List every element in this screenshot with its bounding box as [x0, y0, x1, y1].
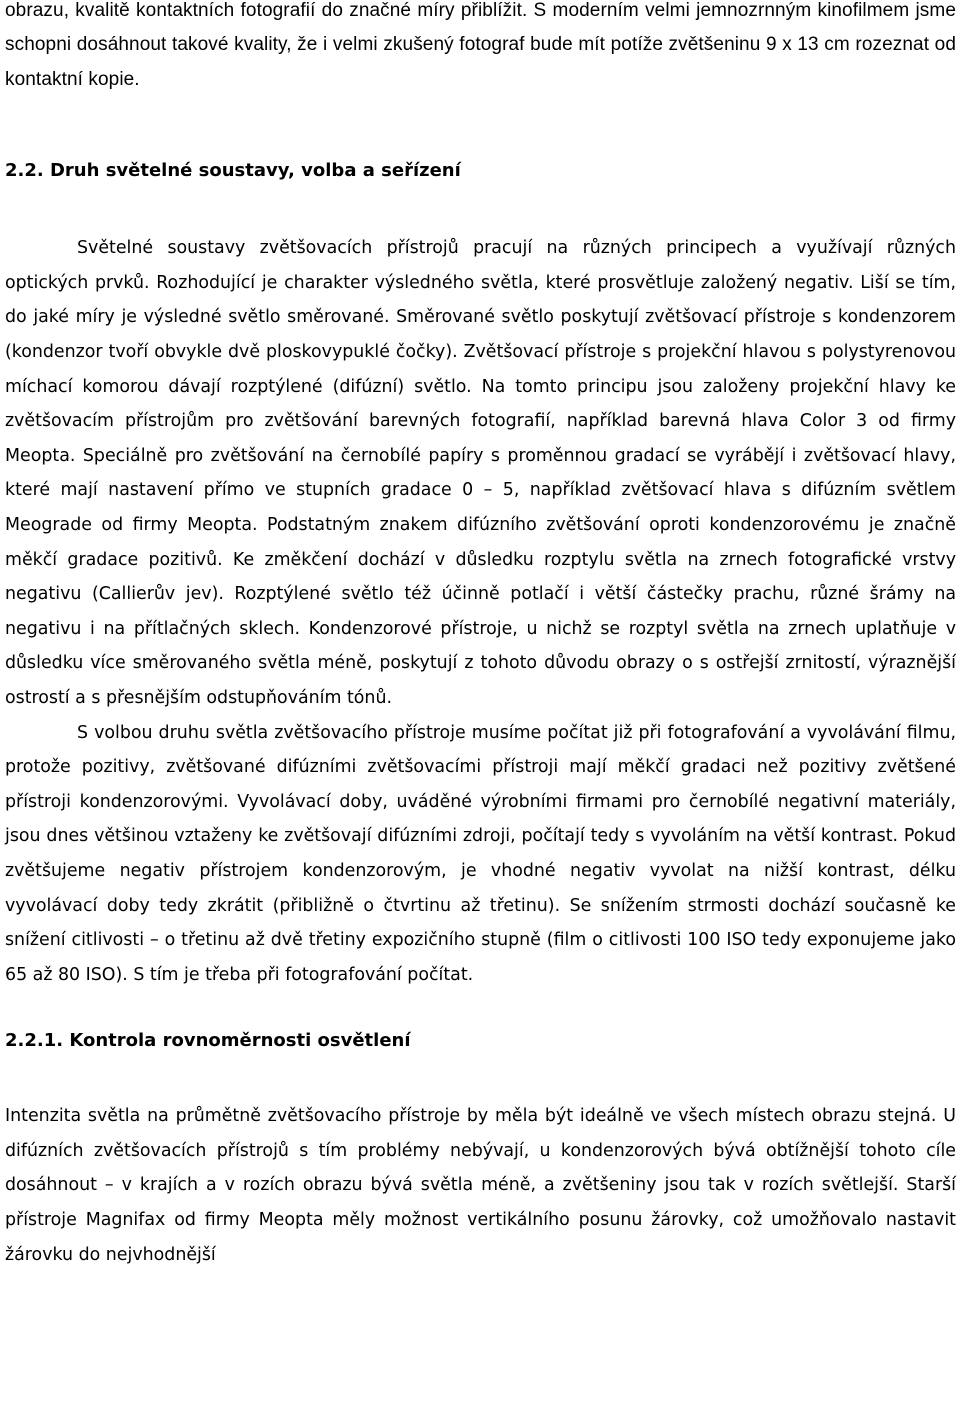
document-page — [5, 0, 956, 1272]
section-2-2-paragraph-1: Světelné soustavy zvětšovacích přístrojů pracují na různých principech a využívají různých optických prvků. Rozhodující je charakter výsledného světla, které prosvětluje založený negativ. Liší se tím, do jaké míry je výsledné světlo směrované. Směrované světlo poskytují zvětšovací přístroje s kondenzorem (kondenzor tvoří obvykle dvě ploskovypuklé čočky). Zvětšovací přístroje s projekční hlavou s polystyrenovou míchací komorou dávají rozptýlené (difúzní) světlo. Na tomto principu jsou založeny projekční hlavy ke zvětšovacím přístrojům pro zvětšování barevných fotografií, například barevná hlava Color 3 od firmy Meopta. Speciálně pro zvětšování na černobílé papíry s proměnnou gradací se vyrábějí i zvětšovací hlavy, které mají nastavení přímo ve stupních gradace 0 – 5, například zvětšovací hlava s difúzním světlem Meograde od firmy Meopta. Podstatným znakem difúzního zvětšování oproti kondenzorovému je značně měkčí gradace pozitivů. Ke změkčení dochází v důsledku rozptylu světla na zrnech fotografické vrstvy negativu (Callierův jev). Rozptýlené světlo též účinně potlačí i větší částečky prachu, různé šrámy na negativu i na přítlačných sklech. Kondenzorové přístroje, u nichž se rozptyl světla na zrnech uplatňuje v důsledku více směrovaného světla méně, poskytují z tohoto důvodu obrazy o s ostřejší zrnitostí, výraznější ostrostí a s přesnějším odstupňováním tónů. — [5, 238, 956, 708]
intro-paragraph: obrazu, kvalitě kontaktních fotografií do značné míry přiblížit. S moderním velmi jemnozrnným kinofilmem jsme schopni dosáhnout takové kvality, že i velmi zkušený fotograf bude mít potíže zvětšeninu 9 x 13 cm rozeznat od kontaktní kopie. — [5, 0, 956, 90]
section-2-2-paragraph-2: S volbou druhu světla zvětšovacího přístroje musíme počítat již při fotografování a vyvolávání filmu, protože pozitivy, zvětšované difúzními zvětšovacími přístroji mají měkčí gradaci než pozitivy zvětšené přístroji kondenzorovými. Vyvolávací doby, uváděné výrobními firmami pro černobílé negativní materiály, jsou dnes většinou vztaženy ke zvětšovají difúzními zdroji, počítají tedy s vyvoláním na větší kontrast. Pokud zvětšujeme negativ přístrojem kondenzorovým, je vhodné negativ vyvolat na nižší kontrast, délku vyvolávací doby tedy zkrátit (přibližně o čtvrtinu až třetinu). Se snížením strmosti dochází současně ke snížení citlivosti – o třetinu až dvě třetiny expozičního stupně (film o citlivosti 100 ISO tedy exponujeme jako 65 až 80 ISO). S tím je třeba při fotografování počítat. — [5, 722, 956, 985]
section-heading-2-2: 2.2. Druh světelné soustavy, volba a seřízení — [5, 160, 461, 182]
section-heading-2-2-1: 2.2.1. Kontrola rovnoměrnosti osvětlení — [5, 1030, 411, 1052]
section-2-2-1-paragraph-1: Intenzita světla na průmětně zvětšovacího přístroje by měla být ideálně ve všech místech obrazu stejná. U difúzních zvětšovacích přístrojů s tím problémy nebývají, u kondenzorových bývá obtížnější tohoto cíle dosáhnout – v krajích a v rozích obrazu bývá světla méně, a zvětšeniny jsou tak v rozích světlejší. Starší přístroje Magnifax od firmy Meopta měly možnost vertikálního posunu žárovky, což umožňovalo nastavit žárovku do nejvhodnější — [5, 1106, 956, 1265]
